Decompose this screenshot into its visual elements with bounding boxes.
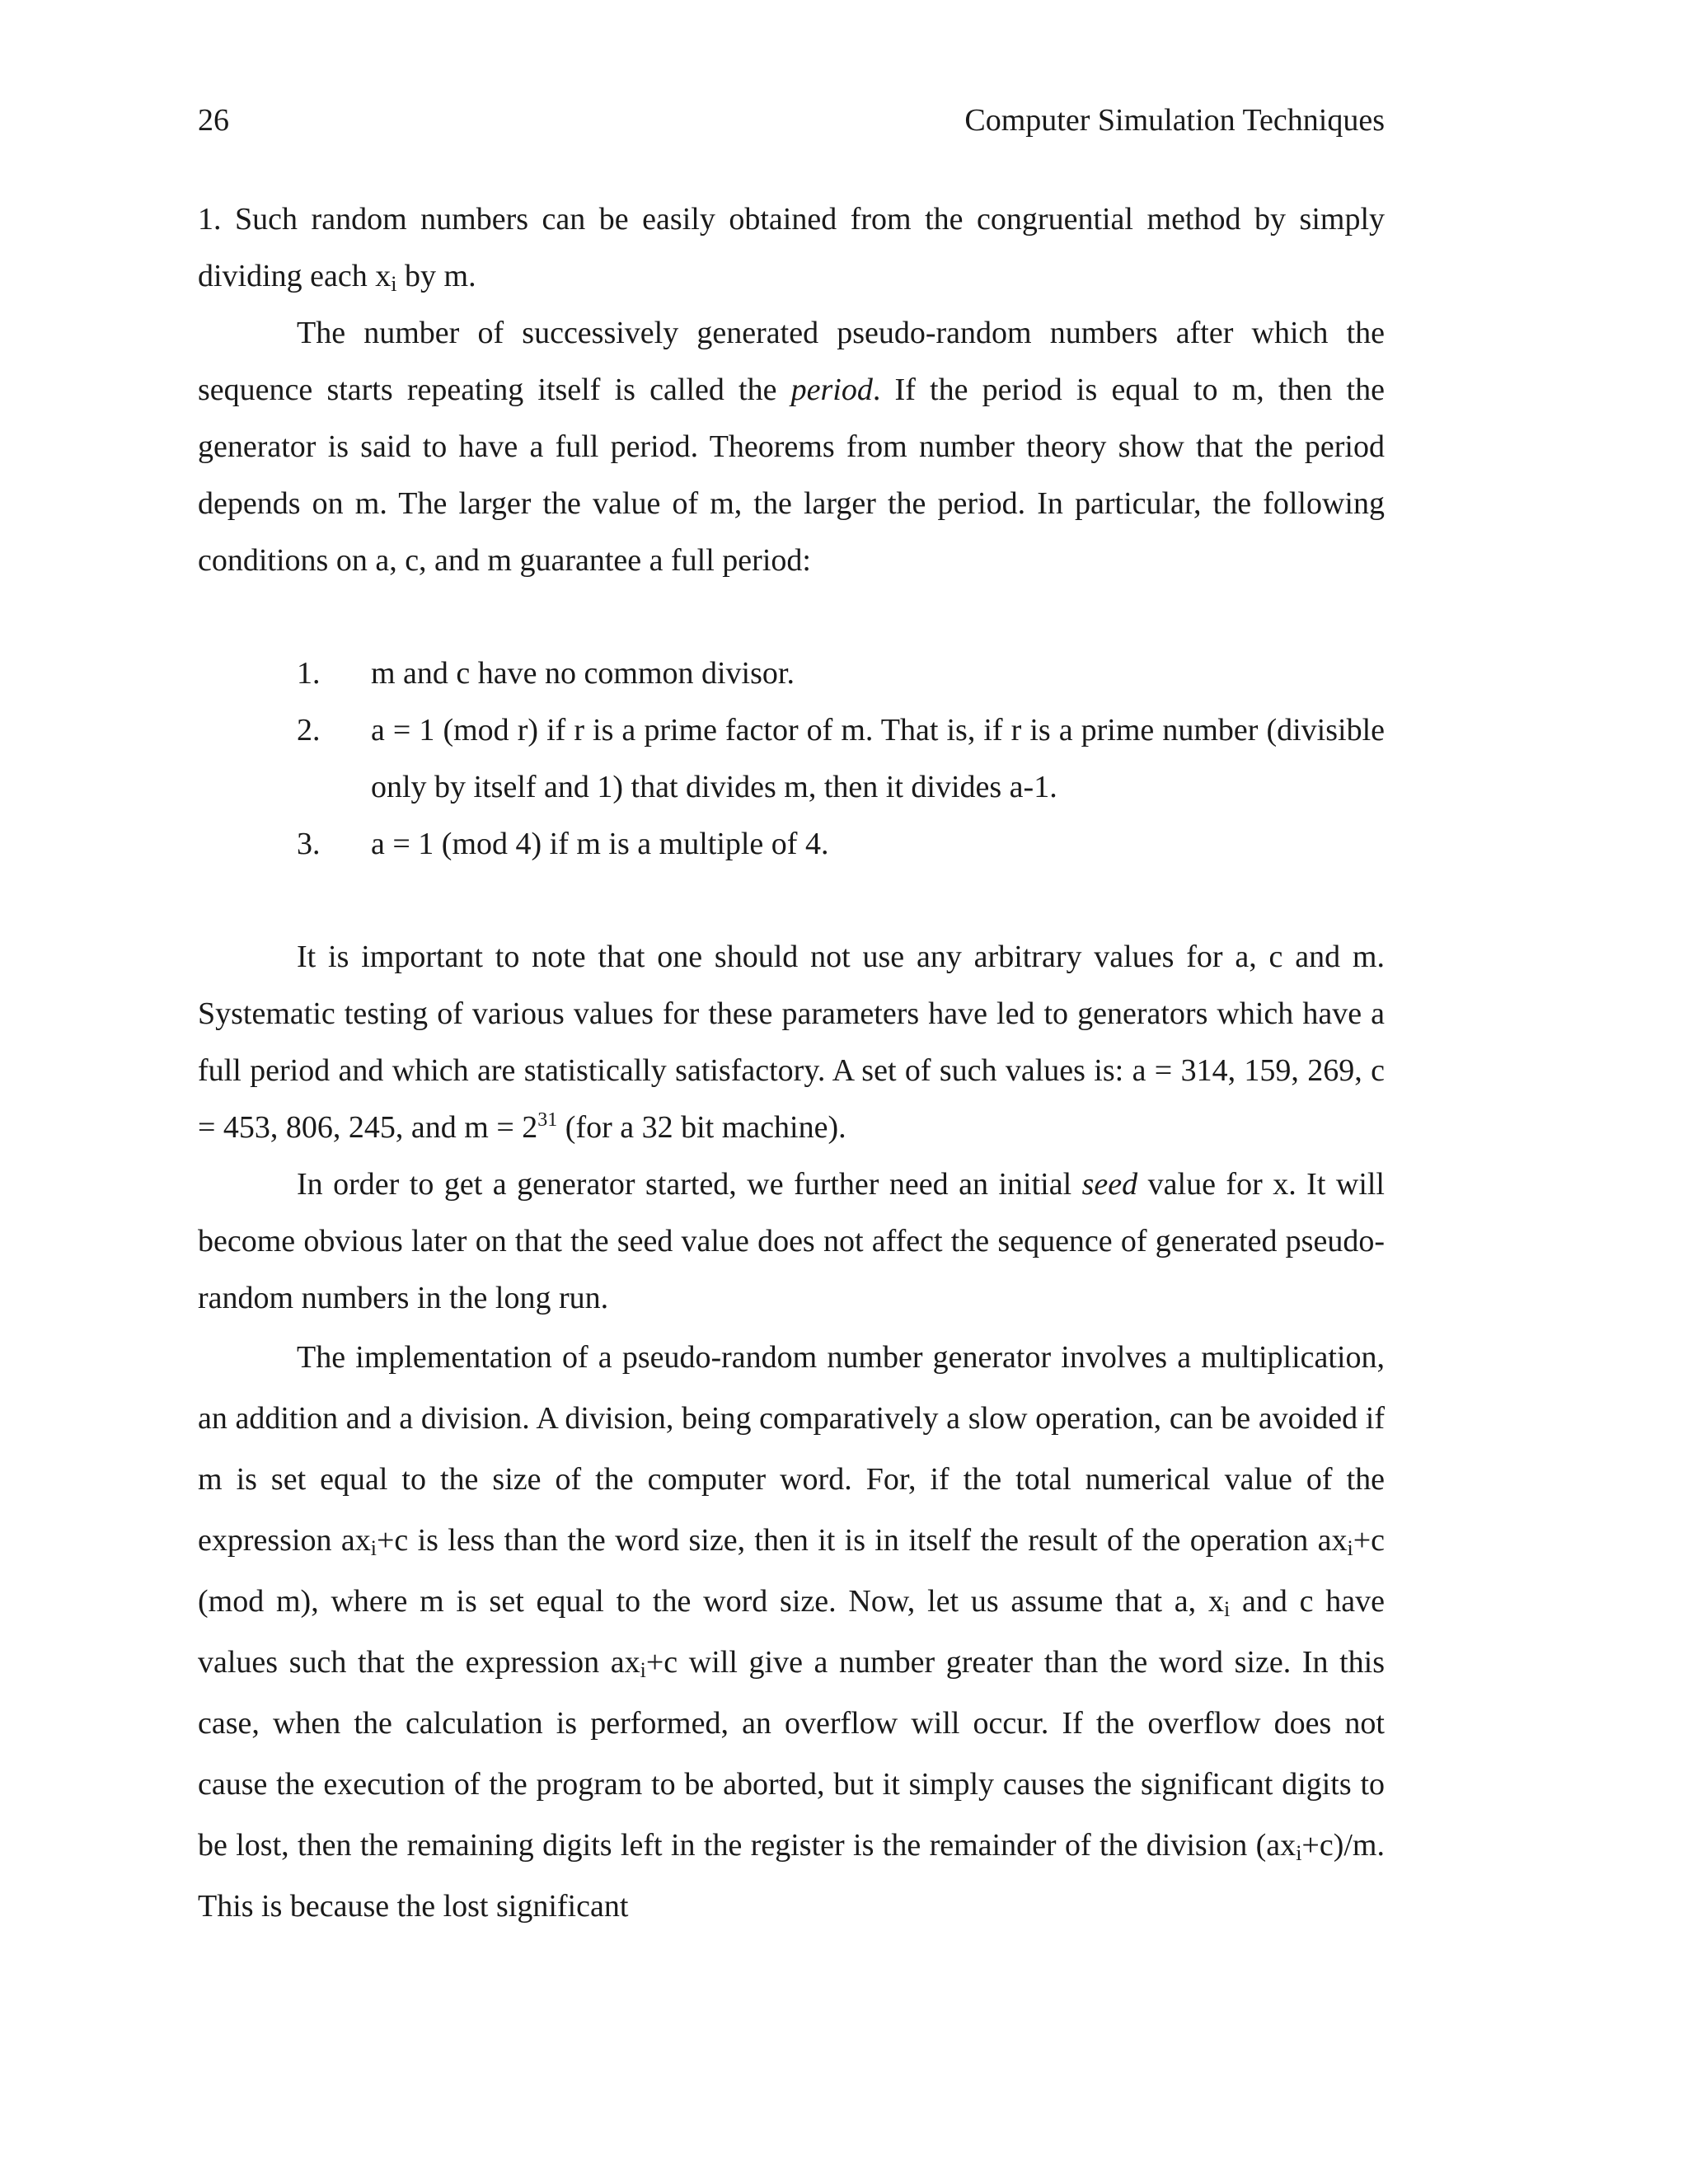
- subscript: i: [370, 1536, 377, 1560]
- paragraph-period: [198, 305, 1385, 589]
- text-run: It is important to note that one should not use any arbitrary values for a, c and m. Systematic testing of various values for these parameters have led to generators which have a full period and which are statistically satisfactory. A set of such values is: a = 314, 159, 269, c = 453, 806, 245, and m = 2: [198, 940, 1385, 1145]
- text-run: 1. Such random numbers can be easily obtained from the congruential method by simply dividing each x: [198, 202, 1385, 293]
- text-run: value for x. It will become obvious later on that the seed value does not affect the sequence of generated pseudo-random numbers in the long run.: [198, 1167, 1385, 1315]
- paragraph-parameter-values: [198, 929, 1385, 1156]
- full-period-conditions-list: [297, 645, 1385, 873]
- superscript: 31: [537, 1109, 558, 1131]
- subscript: i: [1347, 1536, 1353, 1560]
- list-item-number: 1.: [297, 656, 321, 691]
- list-item: [297, 816, 1385, 873]
- list-item-text: a = 1 (mod 4) if m is a multiple of 4.: [371, 827, 829, 861]
- spacer: [198, 873, 1385, 929]
- spacer: [198, 589, 1385, 645]
- page-number: 26: [198, 103, 229, 138]
- emphasis-period: period: [790, 373, 873, 407]
- subscript: i: [1296, 1841, 1302, 1865]
- text-run: +c (mod m), where m is set equal to the word size. Now, let us assume that a, x: [198, 1523, 1385, 1619]
- running-title: Computer Simulation Techniques: [964, 103, 1385, 138]
- list-item-text: a = 1 (mod r) if r is a prime factor of m. That is, if r is a prime number (divisible only by itself and 1) that divides m, then it divides a-1.: [371, 713, 1385, 804]
- emphasis-seed: seed: [1081, 1167, 1138, 1202]
- list-item: [297, 702, 1385, 816]
- text-run: +c)/m. This is because the lost significant: [198, 1828, 1385, 1924]
- text-run: +c will give a number greater than the word size. In this case, when the calculation is performed, an overflow will occur. If the overflow does not cause the execution of the program to be aborted, but it simply causes the significant digits to be lost, then the remaining digits left in the register is the remainder of the division (ax: [198, 1645, 1385, 1863]
- text-run: In order to get a generator started, we further need an initial: [297, 1167, 1082, 1202]
- text-run: by m.: [396, 259, 476, 293]
- subscript: i: [391, 272, 397, 296]
- list-item-text: m and c have no common divisor.: [371, 656, 795, 691]
- page-header: [198, 96, 1385, 145]
- paragraph-implementation: [198, 1327, 1385, 1937]
- text-run: The implementation of a pseudo-random number generator involves a multiplication, an addition and a division. A division, being comparatively a slow operation, can be avoided if m is set equal to the size of the computer word. For, if the total numerical value of the expression ax: [198, 1340, 1385, 1558]
- body-text: [198, 191, 1385, 1937]
- list-item-number: 2.: [297, 713, 321, 748]
- text-run: and c have values such that the expression ax: [198, 1584, 1386, 1680]
- paragraph-seed: [198, 1156, 1385, 1327]
- text-run: +c is less than the word size, then it is in itself the result of the operation ax: [376, 1523, 1348, 1558]
- paragraph-continuation: [198, 191, 1385, 305]
- text-run: The number of successively generated pseudo-random numbers after which the sequence starts repeating itself is called the: [198, 316, 1385, 407]
- text-run: (for a 32 bit machine).: [557, 1110, 846, 1145]
- subscript: i: [640, 1658, 646, 1682]
- list-item: [297, 645, 1385, 702]
- list-item-number: 3.: [297, 827, 321, 861]
- subscript: i: [1223, 1597, 1231, 1621]
- text-run: . If the period is equal to m, then the generator is said to have a full period. Theorems from number theory show that the period depends on m. The larger the value of m, the larger the period. In particular, the following conditions on a, c, and m guarantee a full period:: [198, 373, 1385, 578]
